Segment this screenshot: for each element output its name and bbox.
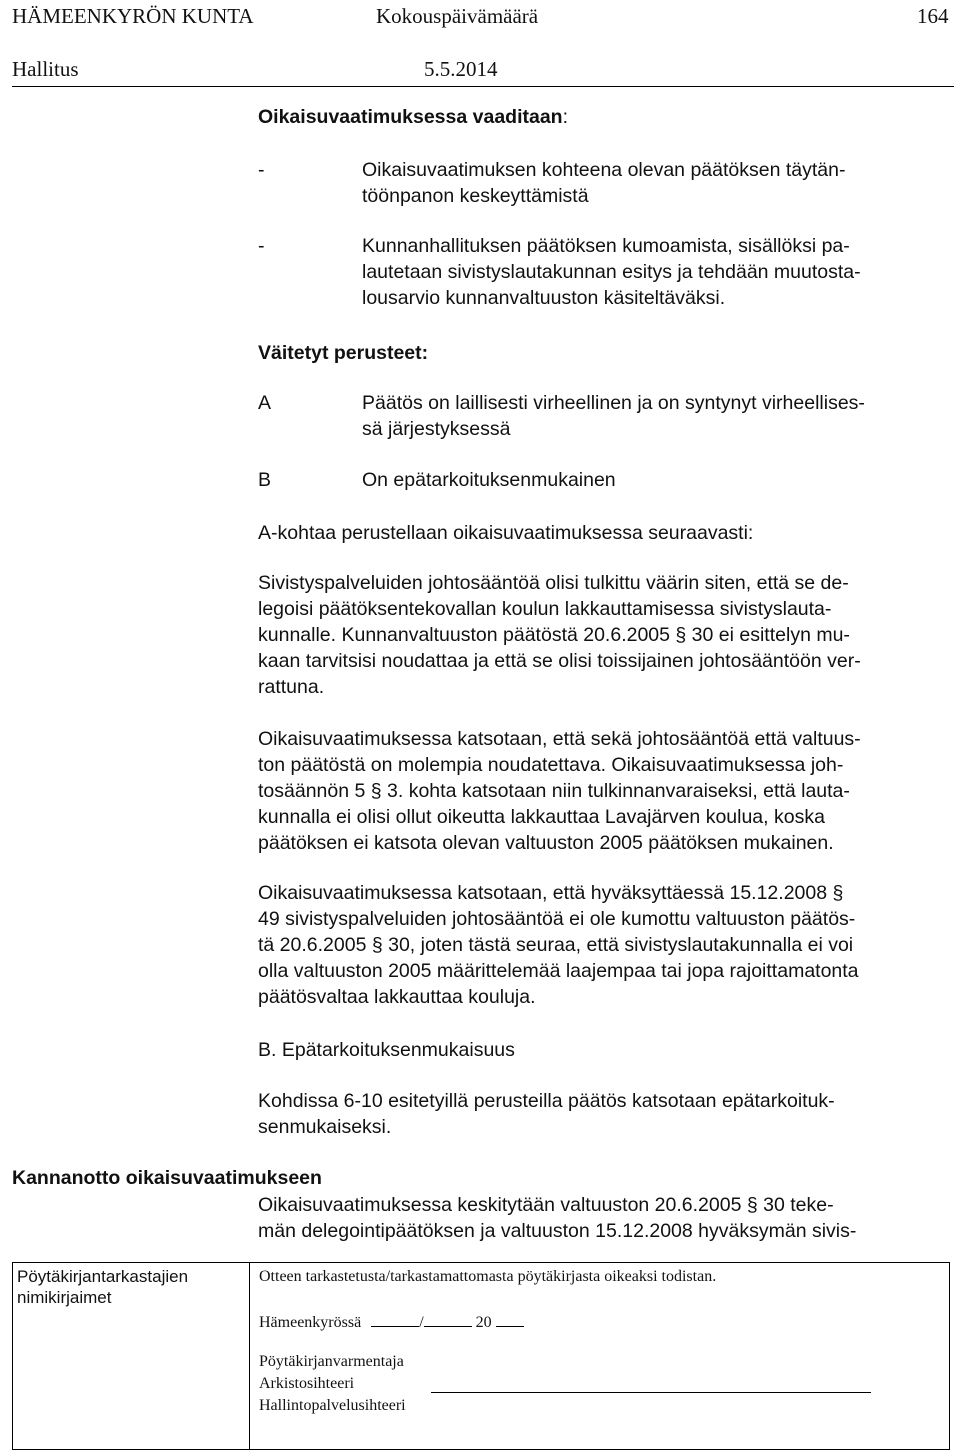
footer-month-blank — [424, 1310, 472, 1327]
para-a-intro: A-kohtaa perustellaan oikaisuvaatimuksessa seuraavasti: — [258, 522, 754, 544]
footer-initials-label-2: nimikirjaimet — [17, 1288, 112, 1307]
footer-year-blank — [496, 1310, 524, 1327]
page-number: 164 — [917, 4, 949, 28]
ground-item-b: On epätarkoituksenmukainen — [362, 469, 616, 491]
footer-day-blank — [371, 1310, 419, 1327]
demand-dash-2: - — [258, 235, 265, 257]
footer-signature-line — [431, 1392, 871, 1393]
footer-role-3: Hallintopalvelusihteeri — [259, 1397, 406, 1414]
ground-item-a: Päätös on laillisesti virheellinen ja on syntynyt virheellises- sä järjestyksessä — [362, 392, 865, 440]
doc-type-label: Kokouspäivämäärä — [376, 4, 539, 28]
footer-place-line — [259, 1310, 524, 1333]
footer-certify-text: Otteen tarkastetusta/tarkastamattomasta pöytäkirjasta oikeaksi todistan. — [259, 1268, 717, 1285]
footer-slash: / — [419, 1314, 424, 1331]
demand-item-1: Oikaisuvaatimuksen kohteena olevan päätöksen täytän- töönpanon keskeyttämistä — [362, 159, 846, 207]
paragraph-4: Kohdissa 6-10 esitetyillä perusteilla päätös katsotaan epätarkoituk- senmukaiseksi. — [258, 1090, 835, 1138]
footer-initials-label-1: Pöytäkirjantarkastajien — [17, 1267, 189, 1286]
demands-heading: Oikaisuvaatimuksessa vaaditaan: — [258, 106, 569, 128]
statement-heading: Kannanotto oikaisuvaatimukseen — [12, 1167, 322, 1189]
paragraph-1: Sivistyspalveluiden johtosääntöä olisi tulkittu väärin siten, että se de- legoisi päätöksentekovallan koulun lakkauttamisessa sivistyslauta- kunnalle. Kunnanvaltuuston päätöstä 20.6.2005 § 30 ei esittelyn mu- kaan tarvitsisi noudattaa ja että se olisi toissijainen johtosääntöön ver- rattuna. — [258, 572, 861, 698]
statement-paragraph: Oikaisuvaatimuksessa keskitytään valtuuston 20.6.2005 § 30 teke- män delegointipäätöksen ja valtuuston 15.12.2008 hyväksymän sivis- — [258, 1194, 857, 1242]
demand-item-2: Kunnanhallituksen päätöksen kumoamista, sisällöksi pa- lautetaan sivistyslautakunnan esitys ja tehdään muutosta- lousarvio kunnanvaltuuston käsiteltäväksi. — [362, 235, 861, 309]
footer-divider — [249, 1263, 250, 1449]
footer-year: 20 — [475, 1314, 492, 1331]
demand-dash-1: - — [258, 159, 265, 181]
b-heading: B. Epätarkoituksenmukaisuus — [258, 1039, 515, 1061]
ground-letter-b: B — [258, 469, 272, 491]
paragraph-3: Oikaisuvaatimuksessa katsotaan, että hyväksyttäessä 15.12.2008 § 49 sivistyspalveluiden johtosääntöä ei ole kumottu valtuuston päätös- tä 20.6.2005 § 30, joten tästä seuraa, että sivistyslautakunnalla ei voi olla valtuuston 2005 määrittelemää laajempaa tai jopa rajoittamatonta päätösvaltaa lakkauttaa kouluja. — [258, 882, 859, 1008]
footer-role-2: Arkistosihteeri — [259, 1375, 355, 1392]
paragraph-2: Oikaisuvaatimuksessa katsotaan, että sekä johtosääntöä että valtuus- ton päätöstä on molempia noudatettava. Oikaisuvaatimuksessa joh- tosäännön 5 § 3. kohta katsotaan niin tulkinnanvaraiseksi, että lauta- kunnalla ei olisi ollut oikeutta lakkauttaa Lavajärven koulua, koska päätöksen ei katsota olevan valtuuston 2005 päätöksen mukainen. — [258, 728, 861, 854]
header-rule — [12, 86, 954, 87]
footer-role-1: Pöytäkirjanvarmentaja — [259, 1353, 404, 1370]
municipality-name: HÄMEENKYRÖN KUNTA — [12, 4, 254, 28]
body-name: Hallitus — [12, 57, 79, 81]
ground-letter-a: A — [258, 392, 272, 414]
footer-place: Hämeenkyrössä — [259, 1314, 362, 1331]
meeting-date: 5.5.2014 — [424, 57, 498, 81]
footer-box — [12, 1262, 950, 1450]
grounds-heading: Väitetyt perusteet: — [258, 342, 429, 364]
